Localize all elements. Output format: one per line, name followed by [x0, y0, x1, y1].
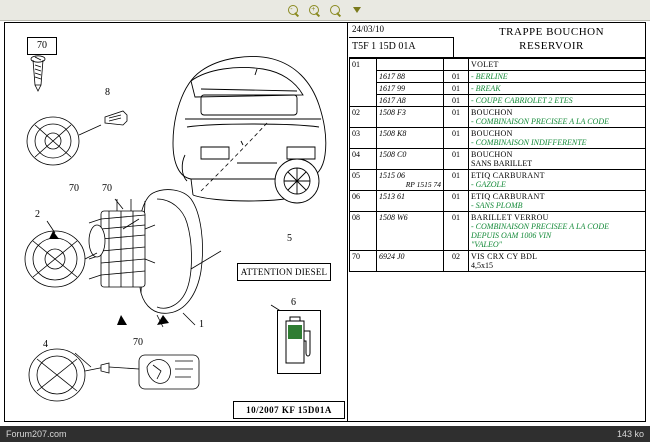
- dropdown-arrow-icon[interactable]: [349, 3, 364, 18]
- fuel-pump-icon: [278, 311, 318, 371]
- callout-70-bottom: 70: [133, 337, 143, 348]
- part-ref: 1617 88: [377, 71, 444, 83]
- part-rp-note: RP 1515 74: [405, 180, 441, 189]
- viewer-toolbar: [0, 0, 650, 21]
- part-ref: 1515 06: [379, 171, 405, 180]
- part-desc-cell: [469, 251, 646, 272]
- part-note: 4,5x15: [471, 261, 493, 270]
- part-qty: 01: [444, 128, 469, 149]
- part-desc: VOLET: [469, 59, 646, 71]
- part-desc: ETIQ CARBURANT: [471, 171, 545, 180]
- fuel-pump-box: [277, 310, 321, 374]
- drawing-pane: [5, 23, 348, 421]
- parts-table: [349, 58, 646, 272]
- part-qty: 01: [444, 149, 469, 170]
- parts-header: [349, 23, 646, 58]
- callout-5: 5: [287, 233, 292, 244]
- part-note: - COMBINAISON PRECISEE A LA CODE: [471, 222, 609, 231]
- attention-label: ATTENTION DIESEL: [237, 263, 331, 281]
- part-qty: 01: [444, 95, 469, 107]
- callout-1: 1: [199, 319, 204, 330]
- zoom-in-icon[interactable]: +: [307, 3, 322, 18]
- part-ref: 1508 W6: [377, 212, 444, 251]
- table-row: [350, 95, 646, 107]
- table-row: [350, 251, 646, 272]
- part-qty: 01: [444, 107, 469, 128]
- callout-70-left: 70: [69, 183, 79, 194]
- part-qty: 02: [444, 251, 469, 272]
- part-qty: 01: [444, 83, 469, 95]
- part-desc-cell: [469, 107, 646, 128]
- part-ref: 1617 99: [377, 83, 444, 95]
- part-ref: 1508 C0: [377, 149, 444, 170]
- part-qty: 01: [444, 170, 469, 191]
- zoom-page-icon[interactable]: [328, 3, 343, 18]
- document-date: 24/03/10: [352, 24, 385, 34]
- table-row: [350, 128, 646, 149]
- callout-6: 6: [291, 297, 296, 308]
- part-code: 01: [350, 59, 377, 107]
- car-rear-illustration: [173, 56, 326, 203]
- part-desc: BARILLET VERROU: [471, 213, 549, 222]
- part-desc: ETIQ CARBURANT: [471, 192, 545, 201]
- table-row: [350, 212, 646, 251]
- part-desc-cell: [469, 212, 646, 251]
- part-desc-cell: [469, 149, 646, 170]
- fuel-flap-housing: [138, 190, 202, 314]
- part-note: - BERLINE: [469, 71, 646, 83]
- table-row: [350, 71, 646, 83]
- table-row: [350, 107, 646, 128]
- file-size-label: 143 ko: [616, 429, 644, 439]
- screw-part-8: [105, 111, 127, 125]
- part-note: - COUPE CABRIOLET 2 ETES: [469, 95, 646, 107]
- part-qty: 01: [444, 212, 469, 251]
- document-frame: [4, 22, 646, 422]
- part-note: - GAZOLE: [471, 180, 506, 189]
- table-row: [350, 191, 646, 212]
- status-bar: [0, 426, 650, 442]
- part-desc-cell: [469, 191, 646, 212]
- document-reference: T5F 1 15D 01A: [352, 41, 416, 52]
- part-ref: 1508 F3: [377, 107, 444, 128]
- part-code: 06: [350, 191, 377, 212]
- part-note-3: "VALEO": [471, 240, 503, 249]
- part-qty: [444, 59, 469, 71]
- callout-8: 8: [105, 87, 110, 98]
- part-note: - COMBINAISON INDIFFERENTE: [471, 138, 587, 147]
- part-code: 04: [350, 149, 377, 170]
- table-row: [350, 83, 646, 95]
- part-ref: 1513 61: [377, 191, 444, 212]
- part-ref: 1508 K8: [377, 128, 444, 149]
- callout-70-mid: 70: [102, 183, 112, 194]
- part-code: 03: [350, 128, 377, 149]
- key-with-emblem: [101, 355, 199, 389]
- cap-upper-left: [27, 117, 101, 165]
- page-subtitle: RESERVOIR: [519, 40, 584, 52]
- part-desc: BOUCHON: [471, 108, 513, 117]
- part-code: 05: [350, 170, 377, 191]
- part-code: 70: [350, 251, 377, 272]
- part-desc: VIS CRX CY BDL: [471, 252, 538, 261]
- part-note: - BREAK: [469, 83, 646, 95]
- part-note-2: DEPUIS OAM 1006 VIN: [471, 231, 552, 240]
- part-desc: BOUCHON: [471, 129, 513, 138]
- page-title: TRAPPE BOUCHON: [498, 26, 605, 38]
- part-qty: 01: [444, 191, 469, 212]
- fuel-cap-part-4: [29, 349, 105, 401]
- part-note: SANS BARILLET: [471, 159, 533, 168]
- table-row: [350, 170, 646, 191]
- part-code: 08: [350, 212, 377, 251]
- part-note: - COMBINAISON PRECISEE A LA CODE: [471, 117, 609, 126]
- zoom-out-icon[interactable]: -: [286, 3, 301, 18]
- part-qty: 01: [444, 71, 469, 83]
- drawing-footer-ref: 10/2007 KF 15D01A: [233, 401, 345, 419]
- callout-4: 4: [43, 339, 48, 350]
- table-row: [350, 149, 646, 170]
- part-ref: 1617 A8: [377, 95, 444, 107]
- part-desc-cell: [469, 170, 646, 191]
- part-ref-cell: [377, 170, 444, 191]
- part-ref: [377, 59, 444, 71]
- part-desc: BOUCHON: [471, 150, 513, 159]
- parts-pane: [349, 23, 646, 421]
- part-ref: 6924 J0: [377, 251, 444, 272]
- fuel-cap-part-2: [25, 231, 97, 287]
- callout-2: 2: [35, 209, 40, 220]
- screw-icon: [31, 56, 45, 91]
- site-watermark: Forum207.com: [6, 429, 67, 439]
- part-desc-cell: [469, 128, 646, 149]
- part-code: 02: [350, 107, 377, 128]
- part-note: - SANS PLOMB: [471, 201, 523, 210]
- table-row: [350, 59, 646, 71]
- callout-70-top: 70: [27, 37, 57, 55]
